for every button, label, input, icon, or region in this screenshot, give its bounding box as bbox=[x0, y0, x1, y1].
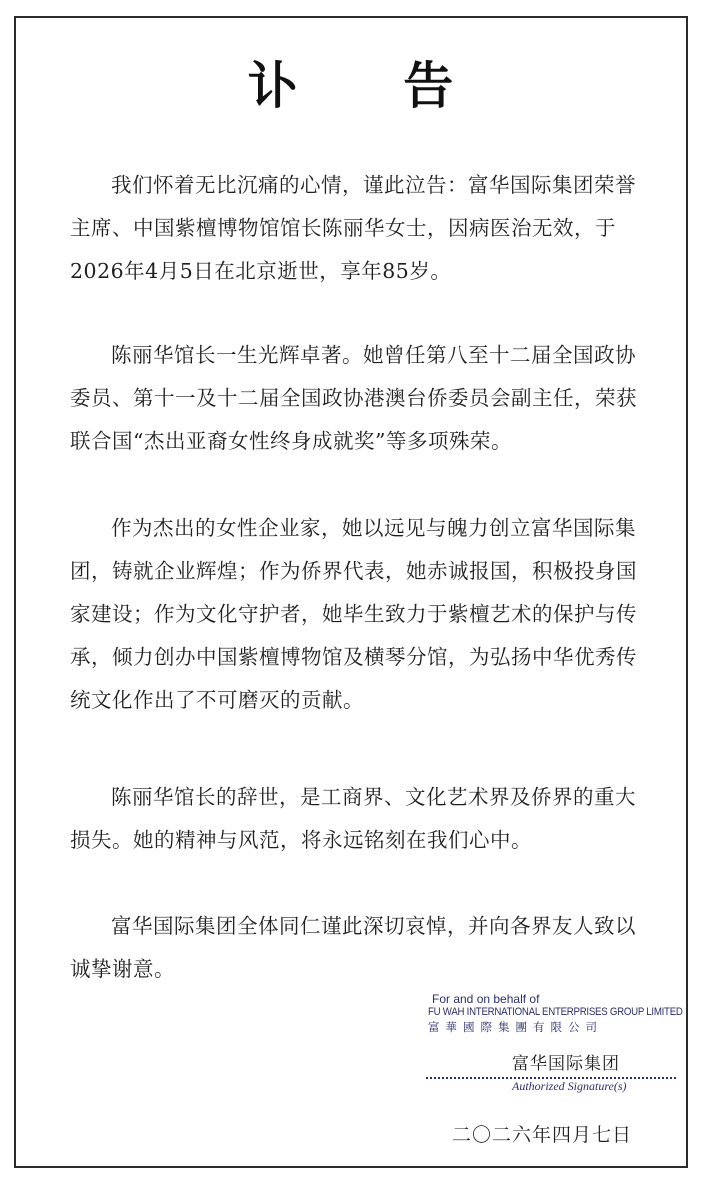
paragraph-line: 我们怀着无比沉痛的心情，谨此泣告：富华国际集团荣誉 bbox=[111, 173, 636, 197]
paragraph-line: 委员、第十一及十二届全国政协港澳台侨委员会副主任，荣获 bbox=[70, 386, 637, 410]
paragraph-line: 团，铸就企业辉煌；作为侨界代表，她赤诚报国，积极投身国 bbox=[70, 559, 637, 583]
paragraph-4 bbox=[70, 776, 650, 862]
paragraph-line: 诚挚谢意。 bbox=[70, 957, 175, 981]
paragraph-line: 联合国“杰出亚裔女性终身成就奖”等多项殊荣。 bbox=[70, 429, 512, 453]
paragraph-line: 主席、中国紫檀博物馆馆长陈丽华女士，因病医治无效，于 bbox=[70, 216, 616, 240]
company-chop: 富华国际集团 bbox=[512, 1054, 620, 1074]
paragraph-line: 家建设；作为文化守护者，她毕生致力于紫檀艺术的保护与传 bbox=[70, 602, 637, 626]
paragraph-line: 2026年4月5日在北京逝世，享年85岁。 bbox=[70, 259, 452, 283]
paragraph-5 bbox=[70, 905, 650, 991]
paragraph-line: 陈丽华馆长一生光辉卓著。她曾任第八至十二届全国政协 bbox=[111, 343, 636, 367]
paragraph-3 bbox=[70, 507, 650, 722]
notice-title: 讣 告 bbox=[247, 57, 498, 115]
paragraph-2 bbox=[70, 334, 650, 463]
paragraph-line: 统文化作出了不可磨灭的贡献。 bbox=[70, 688, 364, 712]
paragraph-line: 承，倾力创办中国紫檀博物馆及横琴分馆，为弘扬中华优秀传 bbox=[70, 645, 637, 669]
authorized-signature-label: Authorized Signature(s) bbox=[512, 1079, 627, 1093]
paragraph-1 bbox=[70, 164, 650, 293]
company-name-chinese: 富華國際集團有限公司 bbox=[428, 1020, 603, 1034]
paragraph-line: 作为杰出的女性企业家，她以远见与魄力创立富华国际集 bbox=[111, 516, 636, 540]
company-signature-stamp bbox=[400, 992, 683, 1093]
on-behalf-text: For and on behalf of bbox=[432, 992, 540, 1006]
paragraph-line: 富华国际集团全体同仁谨此深切哀悼，并向各界友人致以 bbox=[111, 914, 636, 938]
paragraph-line: 损失。她的精神与风范，将永远铭刻在我们心中。 bbox=[70, 828, 532, 852]
notice-date: 二〇二六年四月七日 bbox=[452, 1124, 633, 1146]
company-name-english: FU WAH INTERNATIONAL ENTERPRISES GROUP LIMITED bbox=[428, 1006, 683, 1018]
paragraph-line: 陈丽华馆长的辞世，是工商界、文化艺术界及侨界的重大 bbox=[111, 785, 636, 809]
